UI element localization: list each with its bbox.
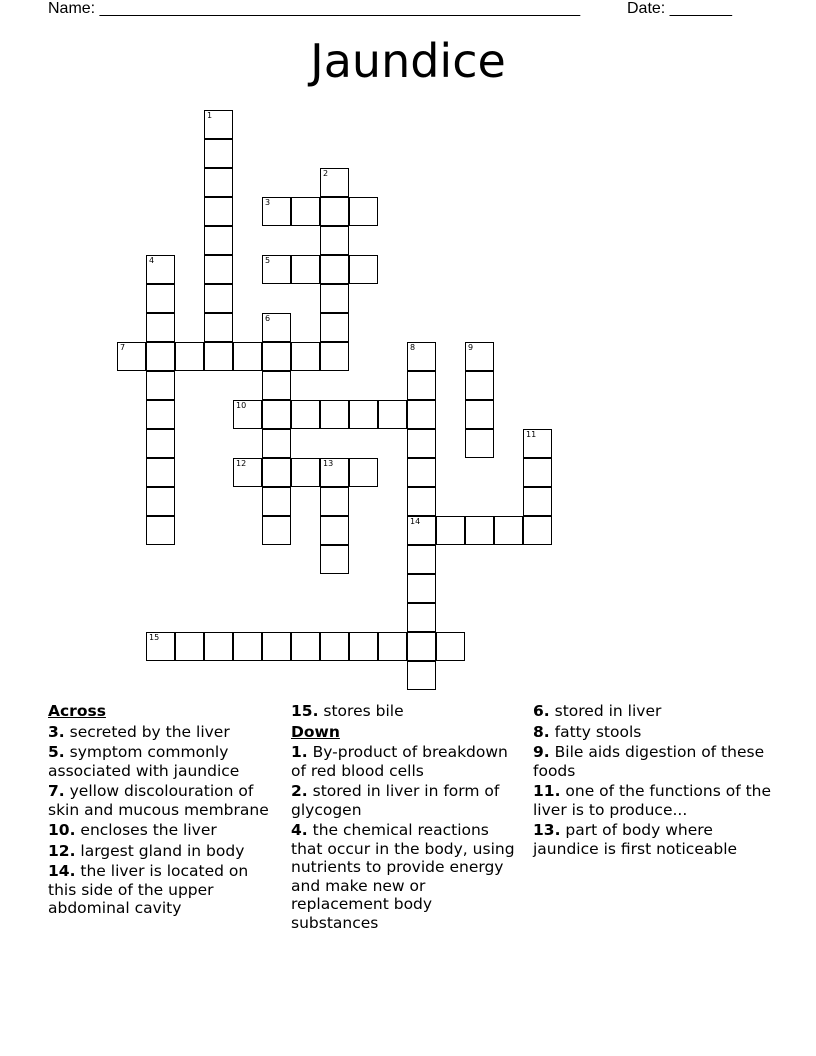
crossword-cell[interactable] (407, 603, 436, 632)
clue-text: the chemical reactions that occur in the body, using nutrients to provide energy and make new or replacement body substances (291, 821, 515, 932)
crossword-cell[interactable] (262, 516, 291, 545)
clue-number: 4. (291, 821, 308, 839)
crossword-cell[interactable] (320, 400, 349, 429)
clue-text: encloses the liver (80, 821, 217, 839)
crossword-cell[interactable] (262, 400, 291, 429)
crossword-cell[interactable] (146, 429, 175, 458)
crossword-cell[interactable] (117, 342, 146, 371)
crossword-cell[interactable] (175, 342, 204, 371)
clues-column-2 (291, 702, 523, 934)
crossword-cell[interactable] (523, 429, 552, 458)
clue-text: Bile aids digestion of these foods (533, 743, 765, 780)
crossword-cell[interactable] (262, 255, 291, 284)
clue-number: 3. (48, 722, 65, 741)
cell-number: 10 (236, 401, 247, 410)
cell-number: 11 (526, 430, 537, 439)
cell-number: 3 (265, 198, 271, 207)
clue-text: symptom commonly associated with jaundice (48, 743, 240, 780)
clue-across-12 (48, 842, 280, 861)
crossword-cell[interactable] (204, 139, 233, 168)
crossword-cell[interactable] (146, 313, 175, 342)
crossword-cell[interactable] (291, 197, 320, 226)
cell-number: 9 (468, 343, 474, 352)
crossword-cell[interactable] (349, 197, 378, 226)
clue-text: part of body where jaundice is first noticeable (533, 821, 738, 858)
clue-across-7 (48, 782, 280, 819)
clue-number: 6. (533, 702, 550, 720)
crossword-cell[interactable] (436, 516, 465, 545)
crossword-cell[interactable] (204, 197, 233, 226)
clue-down-8 (533, 723, 773, 742)
crossword-cell[interactable] (146, 487, 175, 516)
clue-number: 11. (533, 782, 561, 800)
cell-number: 5 (265, 256, 271, 265)
cell-number: 13 (323, 459, 334, 468)
clue-across-3 (48, 723, 280, 742)
crossword-cell[interactable] (233, 342, 262, 371)
clue-across-5 (48, 743, 280, 780)
crossword-cell[interactable] (233, 400, 262, 429)
crossword-cell[interactable] (204, 632, 233, 661)
crossword-cell[interactable] (407, 429, 436, 458)
clue-text: one of the functions of the liver is to produce... (533, 782, 772, 819)
crossword-cell[interactable] (204, 342, 233, 371)
crossword-cell[interactable] (262, 342, 291, 371)
clue-text: secreted by the liver (69, 722, 230, 741)
cell-number: 4 (149, 256, 155, 265)
cell-number: 6 (265, 314, 271, 323)
crossword-cell[interactable] (320, 487, 349, 516)
crossword-cell[interactable] (291, 632, 320, 661)
crossword-cell[interactable] (291, 458, 320, 487)
crossword-cell[interactable] (320, 255, 349, 284)
cell-number: 14 (410, 517, 421, 526)
clue-text: largest gland in body (80, 841, 245, 860)
crossword-cell[interactable] (262, 458, 291, 487)
cell-number: 8 (410, 343, 416, 352)
crossword-cell[interactable] (320, 545, 349, 574)
crossword-cell[interactable] (204, 226, 233, 255)
clue-down-13 (533, 821, 773, 858)
crossword-cell[interactable] (523, 516, 552, 545)
cell-number: 15 (149, 633, 160, 642)
clue-down-6 (533, 702, 773, 721)
name-field[interactable]: Name: ______________________________________________________ (48, 0, 581, 17)
clue-number: 9. (533, 743, 550, 761)
crossword-cell[interactable] (146, 516, 175, 545)
crossword-cell[interactable] (204, 110, 233, 139)
crossword-cell[interactable] (262, 632, 291, 661)
crossword-cell[interactable] (320, 168, 349, 197)
crossword-cell[interactable] (291, 342, 320, 371)
clue-text: By-product of breakdown of red blood cells (291, 743, 508, 780)
crossword-cell[interactable] (465, 400, 494, 429)
crossword-cell[interactable] (320, 226, 349, 255)
crossword-cell[interactable] (407, 574, 436, 603)
crossword-cell[interactable] (146, 342, 175, 371)
crossword-cell[interactable] (320, 342, 349, 371)
cell-number: 7 (120, 343, 126, 352)
clue-across-15 (291, 702, 523, 721)
crossword-cell[interactable] (523, 458, 552, 487)
clue-across-10 (48, 821, 280, 840)
clue-number: 14. (48, 862, 76, 880)
cell-number: 12 (236, 459, 247, 468)
crossword-cell[interactable] (291, 255, 320, 284)
crossword-cell[interactable] (465, 342, 494, 371)
clue-number: 5. (48, 743, 65, 761)
clue-number: 1. (291, 743, 308, 761)
crossword-cell[interactable] (262, 487, 291, 516)
crossword-cell[interactable] (146, 371, 175, 400)
down-heading: Down (291, 722, 340, 741)
crossword-cell[interactable] (146, 458, 175, 487)
clue-down-2 (291, 782, 523, 819)
crossword-cell[interactable] (146, 255, 175, 284)
clue-text: the liver is located on this side of the upper abdominal cavity (48, 862, 249, 917)
clue-number: 10. (48, 821, 76, 839)
crossword-cell[interactable] (349, 458, 378, 487)
crossword-cell[interactable] (320, 313, 349, 342)
crossword-cell[interactable] (494, 516, 523, 545)
crossword-cell[interactable] (407, 516, 436, 545)
crossword-cell[interactable] (175, 632, 204, 661)
clue-down-11 (533, 782, 773, 819)
crossword-cell[interactable] (349, 632, 378, 661)
crossword-cell[interactable] (204, 168, 233, 197)
crossword-cell[interactable] (262, 429, 291, 458)
clue-down-4 (291, 821, 523, 932)
page-title: Jaundice (310, 34, 506, 88)
crossword-cell[interactable] (320, 284, 349, 313)
clue-down-1 (291, 743, 523, 780)
crossword-cell[interactable] (465, 516, 494, 545)
crossword-cell[interactable] (407, 371, 436, 400)
crossword-cell[interactable] (233, 458, 262, 487)
clue-across-14 (48, 862, 280, 918)
crossword-cell[interactable] (146, 400, 175, 429)
crossword-cell[interactable] (407, 342, 436, 371)
clue-number: 12. (48, 841, 76, 860)
clue-number: 13. (533, 821, 561, 839)
clue-text: stored in liver (554, 702, 662, 720)
crossword-cell[interactable] (407, 487, 436, 516)
clues-column-3 (533, 702, 773, 860)
clue-number: 15. (291, 702, 319, 720)
crossword-cell[interactable] (523, 487, 552, 516)
crossword-cell[interactable] (233, 632, 262, 661)
clue-text: fatty stools (554, 722, 642, 741)
crossword-cell[interactable] (204, 255, 233, 284)
crossword-cell[interactable] (407, 458, 436, 487)
crossword-cell[interactable] (378, 632, 407, 661)
crossword-cell[interactable] (320, 197, 349, 226)
crossword-cell[interactable] (204, 284, 233, 313)
crossword-cell[interactable] (407, 661, 436, 690)
cell-number: 1 (207, 111, 213, 120)
crossword-cell[interactable] (378, 400, 407, 429)
crossword-cell[interactable] (465, 429, 494, 458)
clue-down-9 (533, 743, 773, 780)
date-field[interactable]: Date: _______ (627, 0, 732, 17)
crossword-cell[interactable] (320, 516, 349, 545)
crossword-cell[interactable] (436, 632, 465, 661)
clue-number: 8. (533, 722, 550, 741)
crossword-cell[interactable] (204, 313, 233, 342)
crossword-cell[interactable] (262, 313, 291, 342)
clue-number: 2. (291, 782, 308, 800)
cell-number: 2 (323, 169, 329, 178)
across-heading: Across (48, 702, 106, 720)
clue-number: 7. (48, 782, 65, 800)
crossword-cell[interactable] (146, 284, 175, 313)
crossword-cell[interactable] (146, 632, 175, 661)
crossword-cell[interactable] (407, 400, 436, 429)
clue-text: stores bile (323, 702, 404, 720)
clue-text: stored in liver in form of glycogen (291, 782, 500, 819)
clues-column-1 (48, 702, 280, 920)
crossword-cell[interactable] (262, 371, 291, 400)
crossword-cell[interactable] (407, 632, 436, 661)
crossword-cell[interactable] (262, 197, 291, 226)
crossword-cell[interactable] (291, 400, 320, 429)
crossword-cell[interactable] (320, 458, 349, 487)
clue-text: yellow discolouration of skin and mucous membrane (48, 782, 269, 819)
crossword-cell[interactable] (407, 545, 436, 574)
crossword-cell[interactable] (349, 400, 378, 429)
crossword-cell[interactable] (465, 371, 494, 400)
crossword-cell[interactable] (349, 255, 378, 284)
crossword-cell[interactable] (320, 632, 349, 661)
